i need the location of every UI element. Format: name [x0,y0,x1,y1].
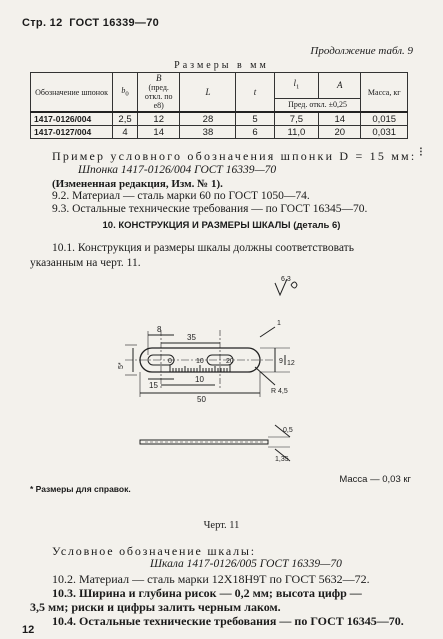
cell-t: 6 [236,126,274,139]
cell-B: 14 [137,126,180,139]
cell-A: 14 [319,112,361,126]
table-row [31,126,408,139]
dim-8: 8 [157,325,162,334]
dimensions-table [30,72,408,139]
th-b0: $b_0$ [113,73,138,113]
scale-label: 20 [226,358,234,365]
page-header [22,17,159,29]
item-10-1-line1: 10.1. Конструкция и размеры шкалы должны соответствовать [52,242,354,254]
scale-label: 0 [168,358,172,365]
dim-50: 50 [197,395,206,404]
dim-9: 9 [279,358,283,365]
condition-title: Условное обозначение шкалы: [52,544,256,558]
item-10-2: 10.2. Материал — сталь марки 12Х18Н9Т по ГОСТ 5632—72. [52,572,370,586]
cell-designation: 1417-0126/004 [31,112,113,126]
th-designation: Обозначение шпонок [31,73,113,113]
dim-12: 12 [287,360,295,367]
cell-L: 28 [180,112,236,126]
cell-mass: 0,031 [361,126,408,139]
table-continuation: Продолжение табл. 9 [310,45,413,57]
part-mass: Масса — 0,03 кг [339,474,411,485]
edition-note: (Измененная редакция, Изм. № 1). [52,178,223,190]
item-10-1-line2: указанным на черт. 11. [30,257,141,269]
th-mass: Масса, кг [361,73,408,113]
reference-note: * Размеры для справок. [30,484,131,494]
dim-135: 1,35 [275,456,289,463]
th-l1: $l_1$ [274,73,318,99]
cell-t: 5 [236,112,274,126]
cell-L: 38 [180,126,236,139]
scale-label: 10 [196,358,204,365]
example-title: Пример условного обозначения шпонки D = 15 мм: [52,149,417,163]
figure-caption: Черт. 11 [203,520,240,531]
header-standard: ГОСТ 16339—70 [69,17,160,29]
cell-designation: 1417-0127/004 [31,126,113,139]
condition-designation: Шкала 1417-0126/005 ГОСТ 16339—70 [150,558,342,570]
cell-A: 20 [319,126,361,139]
cell-l1: 11,0 [274,126,318,139]
dim-35: 35 [187,333,196,342]
section-title: 10. КОНСТРУКЦИЯ И РАЗМЕРЫ ШКАЛЫ (деталь 6) [102,220,341,231]
th-B: B (пред. откл. по е8) [137,73,180,113]
th-t: t [236,73,274,113]
scale-drawing [115,275,325,475]
item-9-3: 9.3. Остальные технические требования — по ГОСТ 16345—70. [52,203,368,215]
item-9-2: 9.2. Материал — сталь марки 60 по ГОСТ 1050—74. [52,190,310,202]
margin-mark: ⁝ [418,144,423,159]
th-L: L [180,73,236,113]
table-caption: Размеры в мм [174,60,269,71]
roughness-label: 6,3 [281,276,291,283]
dim-15: 15 [149,381,158,390]
table-header-row [31,73,408,99]
page-number: 12 [22,624,35,636]
top-mark: 1 [277,320,281,327]
dim-5: 5* [118,362,125,369]
item-10-3b: 3,5 мм; риски и цифры залить черным лаком. [30,600,281,614]
cell-l1: 7,5 [274,112,318,126]
dim-10: 10 [195,375,204,384]
header-page: Стр. 12 [22,17,63,29]
item-10-3a: 10.3. Ширина и глубина рисок — 0,2 мм; высота цифр — [52,586,362,600]
th-tolerance: Пред. откл. ±0,25 [274,98,361,112]
example-designation: Шпонка 1417-0126/004 ГОСТ 16339—70 [78,164,277,176]
item-10-4: 10.4. Остальные технические требования — по ГОСТ 16345—70. [52,614,404,628]
dim-05: 0,5 [283,427,293,434]
cell-B: 12 [137,112,180,126]
cell-mass: 0,015 [361,112,408,126]
cell-b0: 2,5 [113,112,138,126]
th-A: A [319,73,361,99]
cell-b0: 4 [113,126,138,139]
dim-r45: R 4,5 [271,388,288,395]
table-row [31,112,408,126]
